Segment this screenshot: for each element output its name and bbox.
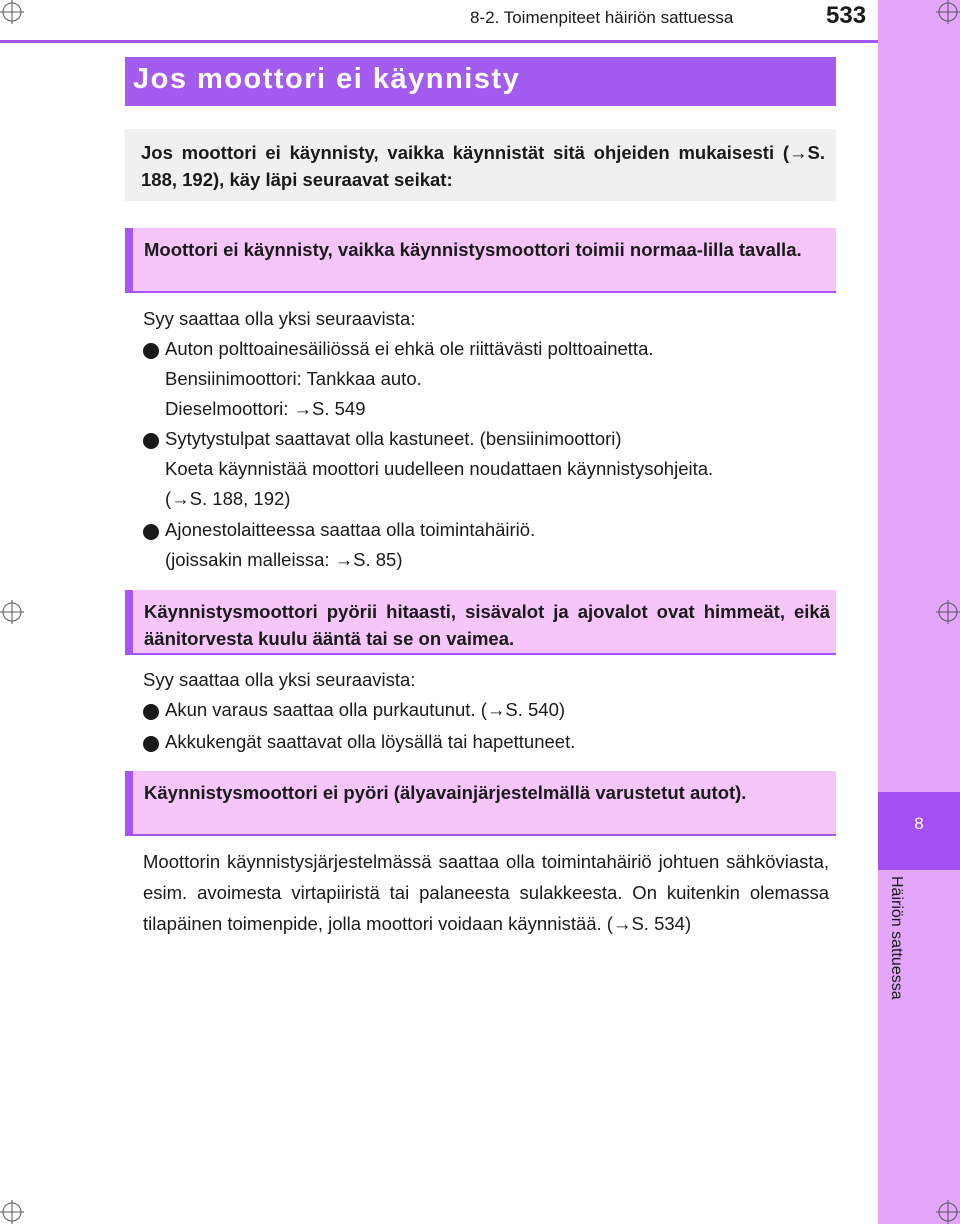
page-title: Jos moottori ei käynnisty — [133, 63, 521, 95]
section-1-item-1: Auton polttoainesäiliössä ei ehkä ole riittävästi polttoainetta. — [165, 338, 654, 359]
chapter-label: Häiriön sattuessa — [888, 876, 905, 1000]
section-1-lead: Syy saattaa olla yksi seuraavista: — [143, 308, 416, 329]
bullet-icon — [143, 343, 159, 359]
section-1-item-2-sub-2: (→S. 188, 192) — [165, 488, 291, 509]
page-number: 533 — [826, 2, 867, 29]
crop-mark-icon — [0, 0, 30, 30]
intro-box — [125, 129, 836, 201]
section-1-item-1-sub-2: Dieselmoottori: →S. 549 — [165, 398, 366, 419]
running-head: 8-2. Toimenpiteet häiriön sattuessa — [470, 8, 734, 27]
bullet-icon — [143, 524, 159, 540]
section-2-item-1: Akun varaus saattaa olla purkautunut. (→S. 540) — [165, 699, 566, 720]
section-heading-2-text: Käynnistysmoottori pyörii hitaasti, sisävalot ja ajovalot ovat himmeät, eikä äänitorvesta kuulu ääntä tai se on vaimea. — [144, 601, 830, 649]
section-1-item-1-sub-1: Bensiinimoottori: Tankkaa auto. — [165, 368, 422, 389]
crop-mark-icon — [930, 1194, 960, 1224]
bullet-icon — [143, 704, 159, 720]
chapter-label-box — [875, 876, 915, 1034]
crop-mark-icon — [0, 1194, 30, 1224]
crop-mark-icon — [930, 597, 960, 627]
section-heading-2 — [125, 590, 836, 655]
intro-text: Jos moottori ei käynnisty, vaikka käynnistät sitä ohjeiden mukaisesti (→S. 188, 192), käy läpi seuraavat seikat: — [141, 142, 825, 190]
section-3-body: Moottorin käynnistysjärjestelmässä saattaa olla toimintahäiriö johtuen sähköviasta, esim. avoimesta virtapiiristä tai palaneesta sulakkeesta. On kuitenkin olemassa tilapäinen toimenpide, jolla moottori voidaan käynnistää. (→S. 534) — [143, 851, 829, 934]
bullet-icon — [143, 433, 159, 449]
section-1-item-3-sub-1: (joissakin malleissa: →S. 85) — [165, 549, 403, 570]
crop-mark-icon — [0, 597, 30, 627]
section-heading-3-text: Käynnistysmoottori ei pyöri (älyavainjärjestelmällä varustetut autot). — [144, 782, 747, 803]
section-1-item-3: Ajonestolaitteessa saattaa olla toimintahäiriö. — [165, 519, 536, 540]
section-heading-3 — [125, 771, 836, 836]
header-rule — [0, 40, 878, 43]
chapter-number: 8 — [914, 814, 924, 833]
bullet-icon — [143, 736, 159, 752]
section-heading-1-text: Moottori ei käynnisty, vaikka käynnistysmoottori toimii normaa-lilla tavalla. — [144, 239, 802, 260]
section-1-item-2: Sytytystulpat saattavat olla kastuneet. (bensiinimoottori) — [165, 428, 622, 449]
page-title-box — [125, 57, 836, 106]
section-1-item-2-sub-1: Koeta käynnistää moottori uudelleen noudattaen käynnistysohjeita. — [165, 458, 714, 479]
section-heading-1 — [125, 228, 836, 293]
section-2-item-2: Akkukengät saattavat olla löysällä tai hapettuneet. — [165, 731, 576, 752]
section-2-lead: Syy saattaa olla yksi seuraavista: — [143, 669, 416, 690]
crop-mark-icon — [930, 0, 960, 30]
